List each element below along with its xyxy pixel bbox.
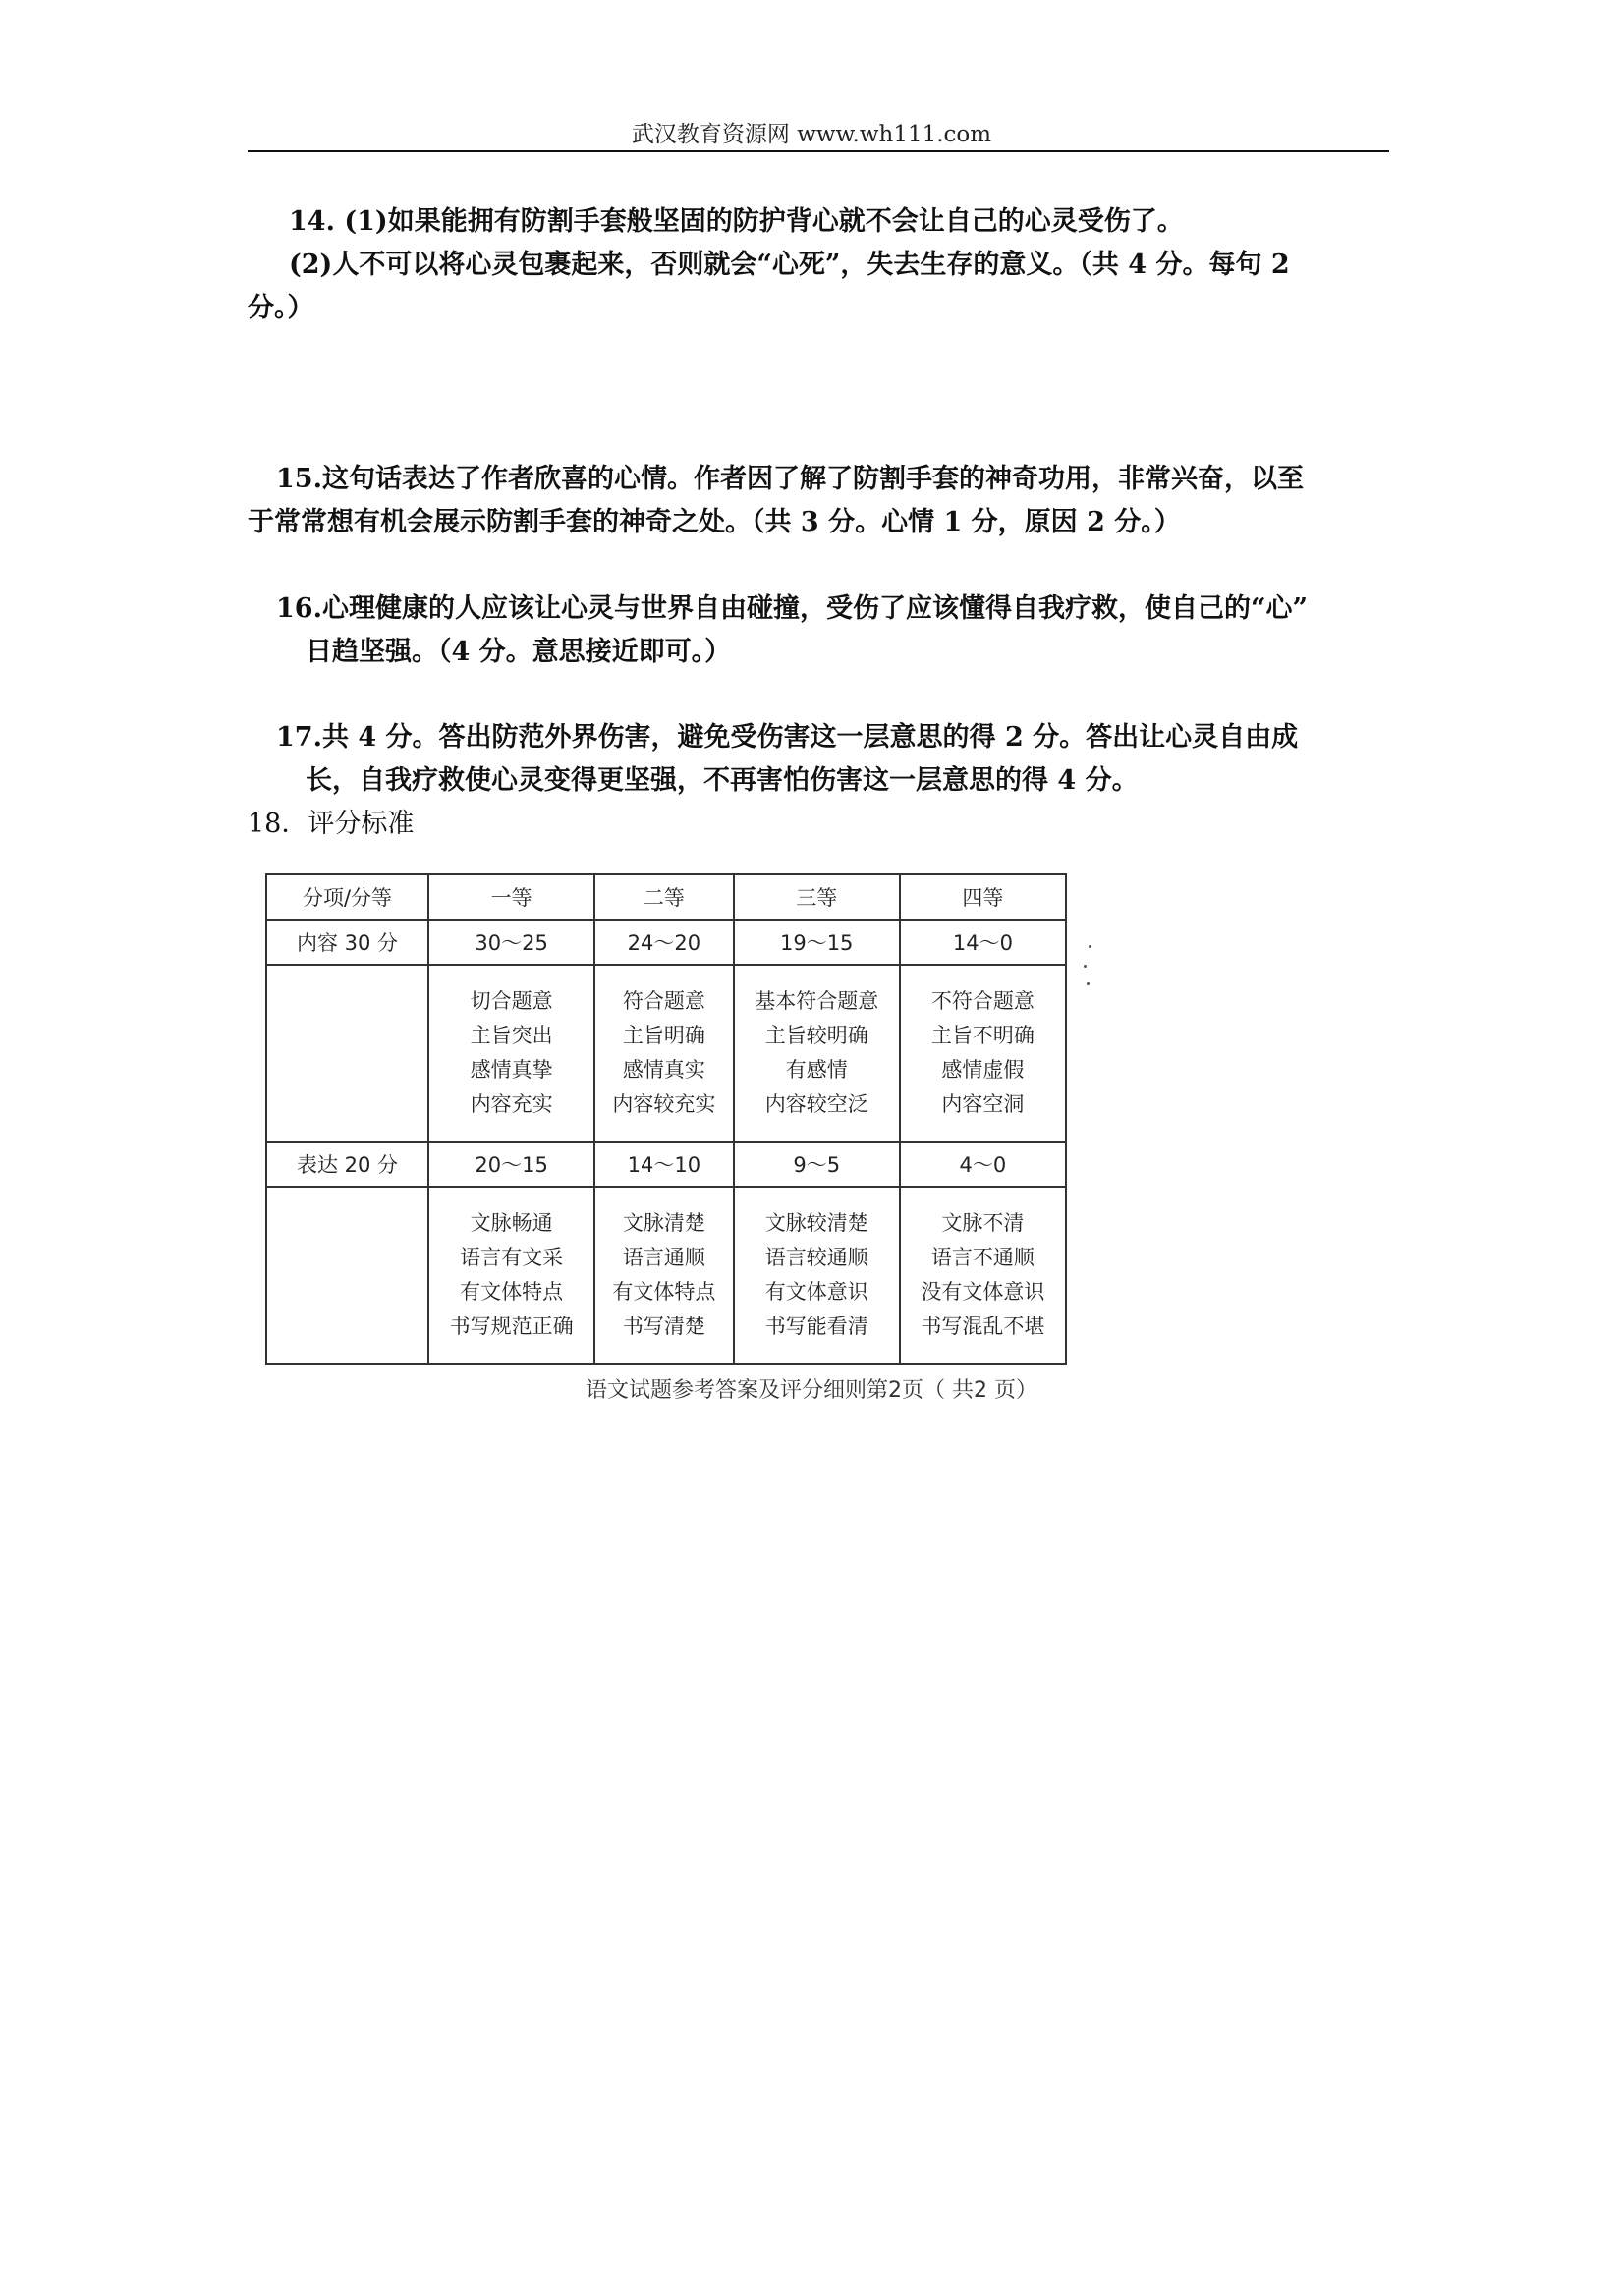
answer-17-line1: 17.共 4 分。答出防范外界伤害，避免受伤害这一层意思的得 2 分。答出让心灵自由成 (276, 722, 1299, 753)
empty-label-cell (266, 965, 428, 1142)
criteria-line: 有文体特点 (612, 1280, 716, 1304)
table-header-cell: 四等 (900, 874, 1066, 920)
expression-range: 9～5 (734, 1142, 900, 1187)
expression-criteria-cell (734, 1187, 900, 1364)
content-label: 内容 30 分 (266, 920, 428, 965)
answer-16-line1: 16.心理健康的人应该让心灵与世界自由碰撞，受伤了应该懂得自我疗救，使自己的“心” (276, 593, 1309, 624)
content-range-row (266, 920, 1066, 965)
answer-16-line2: 日趋坚强。（4 分。意思接近即可。） (306, 637, 732, 667)
criteria-line: 有文体特点 (460, 1280, 564, 1304)
criteria-line: 内容较空泛 (764, 1092, 868, 1116)
expression-range: 4～0 (900, 1142, 1066, 1187)
scan-speck (1089, 945, 1091, 948)
expression-criteria-cell (900, 1187, 1066, 1364)
content-criteria-cell (900, 965, 1066, 1142)
criteria-line: 书写能看清 (764, 1315, 868, 1338)
table-header-cell: 分项/分等 (266, 874, 428, 920)
empty-label-cell (266, 1187, 428, 1364)
expression-range: 20～15 (428, 1142, 594, 1187)
content-range: 24～20 (594, 920, 733, 965)
criteria-line: 符合题意 (622, 989, 705, 1013)
criteria-line: 内容空洞 (941, 1092, 1025, 1116)
answer-15-line2: 于常常想有机会展示防割手套的神奇之处。（共 3 分。心情 1 分，原因 2 分。） (248, 507, 1181, 537)
expression-criteria-cell (428, 1187, 594, 1364)
content-range: 14～0 (900, 920, 1066, 965)
criteria-line: 感情虚假 (941, 1058, 1025, 1082)
criteria-line: 内容较充实 (612, 1092, 716, 1116)
criteria-line: 书写规范正确 (449, 1315, 574, 1338)
scoring-table (265, 873, 1067, 1365)
scan-speck (1084, 965, 1087, 968)
table-header-row (266, 874, 1066, 920)
criteria-line: 内容充实 (470, 1092, 553, 1116)
page-footer: 语文试题参考答案及评分细则第2页（ 共2 页） (586, 1378, 1037, 1403)
criteria-line: 感情真实 (622, 1058, 705, 1082)
table-header-cell: 三等 (734, 874, 900, 920)
answer-17-line2: 长，自我疗救使心灵变得更坚强，不再害怕伤害这一层意思的得 4 分。 (306, 765, 1139, 796)
content-criteria-cell (594, 965, 733, 1142)
expression-range-row (266, 1142, 1066, 1187)
criteria-line: 语言较通顺 (764, 1246, 868, 1269)
criteria-line: 文脉不清 (941, 1211, 1025, 1235)
scan-speck (1087, 982, 1090, 985)
expression-criteria-row (266, 1187, 1066, 1364)
header-divider (248, 150, 1389, 152)
criteria-line: 文脉清楚 (622, 1211, 705, 1235)
content-criteria-cell (734, 965, 900, 1142)
criteria-line: 书写混乱不堪 (921, 1315, 1045, 1338)
criteria-line: 感情真挚 (470, 1058, 553, 1082)
table-header-cell: 二等 (594, 874, 733, 920)
criteria-line: 主旨较明确 (764, 1024, 868, 1047)
criteria-line: 不符合题意 (930, 989, 1035, 1013)
expression-criteria-cell (594, 1187, 733, 1364)
answer-15-line1: 15.这句话表达了作者欣喜的心情。作者因了解了防割手套的神奇功用，非常兴奋，以至 (276, 464, 1304, 494)
criteria-line: 语言通顺 (622, 1246, 705, 1269)
criteria-line: 语言有文采 (460, 1246, 564, 1269)
criteria-line: 文脉较清楚 (764, 1211, 868, 1235)
criteria-line: 有感情 (785, 1058, 848, 1082)
answer-14-part2-cont: 分。） (248, 293, 314, 323)
content-range: 19～15 (734, 920, 900, 965)
criteria-line: 切合题意 (470, 989, 553, 1013)
criteria-line: 基本符合题意 (755, 989, 879, 1013)
criteria-line: 语言不通顺 (930, 1246, 1035, 1269)
criteria-line: 文脉畅通 (470, 1211, 553, 1235)
criteria-line: 主旨不明确 (930, 1024, 1035, 1047)
site-header: 武汉教育资源网 www.wh111.com (631, 122, 992, 147)
content-range: 30～25 (428, 920, 594, 965)
answer-14-part2: (2)人不可以将心灵包裹起来，否则就会“心死”，失去生存的意义。（共 4 分。每句 2 (289, 250, 1290, 280)
content-criteria-cell (428, 965, 594, 1142)
criteria-line: 有文体意识 (764, 1280, 868, 1304)
criteria-line: 主旨突出 (470, 1024, 553, 1047)
criteria-line: 主旨明确 (622, 1024, 705, 1047)
criteria-line: 书写清楚 (622, 1315, 705, 1338)
answer-18-title: 18．评分标准 (248, 809, 415, 839)
criteria-line: 没有文体意识 (921, 1280, 1045, 1304)
content-criteria-row (266, 965, 1066, 1142)
table-header-cell: 一等 (428, 874, 594, 920)
answer-14-part1: 14. (1)如果能拥有防割手套般坚固的防护背心就不会让自己的心灵受伤了。 (289, 206, 1184, 237)
expression-range: 14～10 (594, 1142, 733, 1187)
expression-label: 表达 20 分 (266, 1142, 428, 1187)
